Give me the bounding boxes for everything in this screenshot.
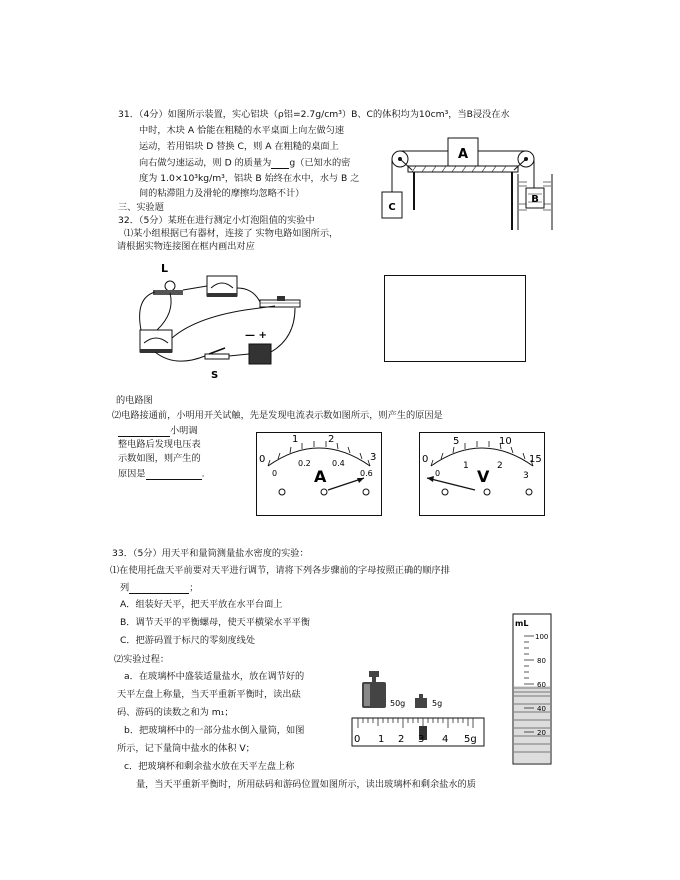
q32-line3: 请根据实物连接图在框内画出对应	[117, 241, 255, 252]
voltmeter-dial	[419, 432, 545, 516]
q31-line1: 31．（4分）如图所示装置，实心铝块（ρ铝=2.7g/cm³）B、C的体积均为10cm³，当B浸没在水	[118, 109, 510, 120]
q33-step-c-2: 量，当天平重新平衡时，所用砝码和游码位置如图所示，读出玻璃杯和剩余盐水的质	[136, 779, 476, 790]
cylinder-tick-80: 80	[537, 657, 546, 665]
q33-option-c: C．把游码置于标尺的零刻度线处	[120, 635, 256, 646]
q32-line4: ⑵电路接通前，小明用开关试触，先是发现电流表示数如图所示，则产生的原因是	[112, 410, 443, 421]
q32-side4	[118, 469, 204, 480]
graduated-cylinder-figure	[510, 608, 554, 768]
ammeter-inner-tick-3: 0.6	[360, 469, 373, 478]
q31-line4	[139, 158, 350, 169]
ammeter-top-tick-0: 0	[259, 454, 266, 465]
block-a-label: A	[457, 147, 469, 162]
q32-reason2-blank[interactable]	[146, 469, 202, 480]
q33-step-a-3: 码、游码的读数之和为 m₁；	[117, 707, 234, 718]
q32-side3: 示数如图，则产生的	[118, 453, 201, 464]
block-b-label: B	[531, 194, 539, 205]
scale-label-2: 2	[398, 734, 405, 745]
q31-line2: 中时，木块 A 恰能在粗糙的水平桌面上向左做匀速	[139, 125, 345, 136]
voltmeter-inner-tick-0: 0	[435, 469, 441, 478]
q31-answer-blank[interactable]	[271, 158, 289, 169]
voltmeter-top-tick-3: 15	[529, 454, 542, 465]
battery-polarity-label: — +	[245, 330, 267, 341]
q31-line4-tail: g（已知水的密	[289, 157, 351, 169]
q31-line5: 度为 1.0×10³kg/m³，铝块 B 始终在水中，水与 B 之	[139, 173, 360, 184]
ammeter-top-tick-1: 1	[292, 434, 299, 445]
ammeter-top-tick-3: 3	[370, 452, 377, 463]
scale-label-5: 5g	[464, 734, 477, 745]
scale-label-0: 0	[354, 734, 361, 745]
scale-label-1: 1	[378, 734, 385, 745]
q33-line1: 33．（5分）用天平和量筒测量盐水密度的实验：	[112, 548, 309, 559]
q32-side2: 整电路后发现电压表	[118, 439, 201, 450]
q33-line3-tail: ；	[189, 582, 199, 594]
voltmeter-unit: V	[477, 467, 490, 486]
q33-step-c-1: c．把玻璃杯和剩余盐水放在天平左盘上称	[124, 761, 295, 772]
weights-and-scale-figure	[350, 668, 490, 750]
q32-side1-text: 小明调	[170, 425, 198, 437]
cylinder-unit: mL	[515, 619, 529, 628]
voltmeter-inner-tick-3: 3	[523, 471, 529, 481]
section-heading: 三、实验题	[118, 202, 164, 213]
q32-side1	[118, 426, 198, 437]
cylinder-tick-60: 60	[537, 681, 546, 689]
ammeter-inner-tick-1: 0.2	[298, 459, 311, 468]
block-c-label: C	[388, 202, 396, 213]
weight-5g-label: 5g	[432, 699, 443, 708]
q33-line2: ⑴在使用托盘天平前要对天平进行调节，请将下列各步骤前的字母按照正确的顺序排	[110, 565, 450, 576]
q33-option-a: A．组装好天平，把天平放在水平台面上	[120, 599, 283, 610]
q31-line3: 运动，若用铝块 D 替换 C，则 A 在粗糙的桌面上	[139, 141, 339, 152]
cylinder-tick-20: 20	[537, 729, 546, 737]
q33-option-b: B．调节天平的平衡螺母，使天平横梁水平平衡	[120, 617, 311, 628]
q33-line3-text: 列	[120, 582, 130, 594]
scale-label-3: 3	[418, 734, 425, 745]
ammeter-dial	[256, 432, 382, 516]
q32-reason1-blank[interactable]	[118, 426, 170, 437]
ammeter-inner-tick-0: 0	[272, 469, 278, 478]
ammeter-top-tick-2: 2	[328, 434, 335, 445]
q33-step-a-2: 天平左盘上称量，当天平重新平衡时，读出砝	[117, 689, 301, 700]
voltmeter-inner-tick-1: 1	[463, 461, 469, 471]
q33-step-b-2: 所示，记下量筒中盐水的体积 V；	[117, 743, 255, 754]
voltmeter-top-tick-2: 10	[499, 436, 512, 447]
pulley-apparatus-figure	[378, 130, 558, 230]
q31-line4-text: 向右做匀速运动，则 D 的质量为	[139, 157, 272, 169]
voltmeter-inner-tick-2: 2	[497, 461, 503, 471]
q33-line3	[120, 583, 198, 594]
ammeter-unit: A	[314, 467, 327, 486]
lamp-label: L	[161, 262, 169, 275]
q32-side4-text: 原因是	[118, 468, 146, 480]
switch-label: S	[211, 370, 219, 381]
q32-line2: ⑴某小组根据已有器材，连接了 实物电路如图所示，	[124, 228, 339, 239]
cylinder-tick-40: 40	[537, 705, 546, 713]
q33-step-b-1: b．把玻璃杯中的一部分盐水倒入量筒，如图	[124, 725, 305, 736]
voltmeter-top-tick-0: 0	[422, 454, 429, 465]
ammeter-inner-tick-2: 0.4	[332, 459, 345, 468]
q33-order-blank[interactable]	[129, 583, 189, 594]
q33-step-a-1: a．在玻璃杯中盛装适量盐水，放在调节好的	[124, 671, 305, 682]
voltmeter-top-tick-1: 5	[453, 436, 460, 447]
q32-line1: 32．（5分）某班在进行测定小灯泡阻值的实验中	[118, 215, 315, 226]
q32-side4-tail: .	[201, 468, 205, 480]
circuit-diagram-answer-box[interactable]	[384, 275, 526, 362]
scale-label-4: 4	[442, 734, 449, 745]
weight-50g-label: 50g	[390, 699, 406, 708]
diagram-caption: 的电路图	[116, 395, 153, 406]
q33-process-heading: ⑵实验过程：	[114, 654, 170, 665]
circuit-photo-figure	[135, 258, 310, 383]
cylinder-tick-100: 100	[535, 633, 549, 641]
q31-line6: 间的粘滞阻力及滑轮的摩擦均忽略不计）	[139, 188, 305, 199]
